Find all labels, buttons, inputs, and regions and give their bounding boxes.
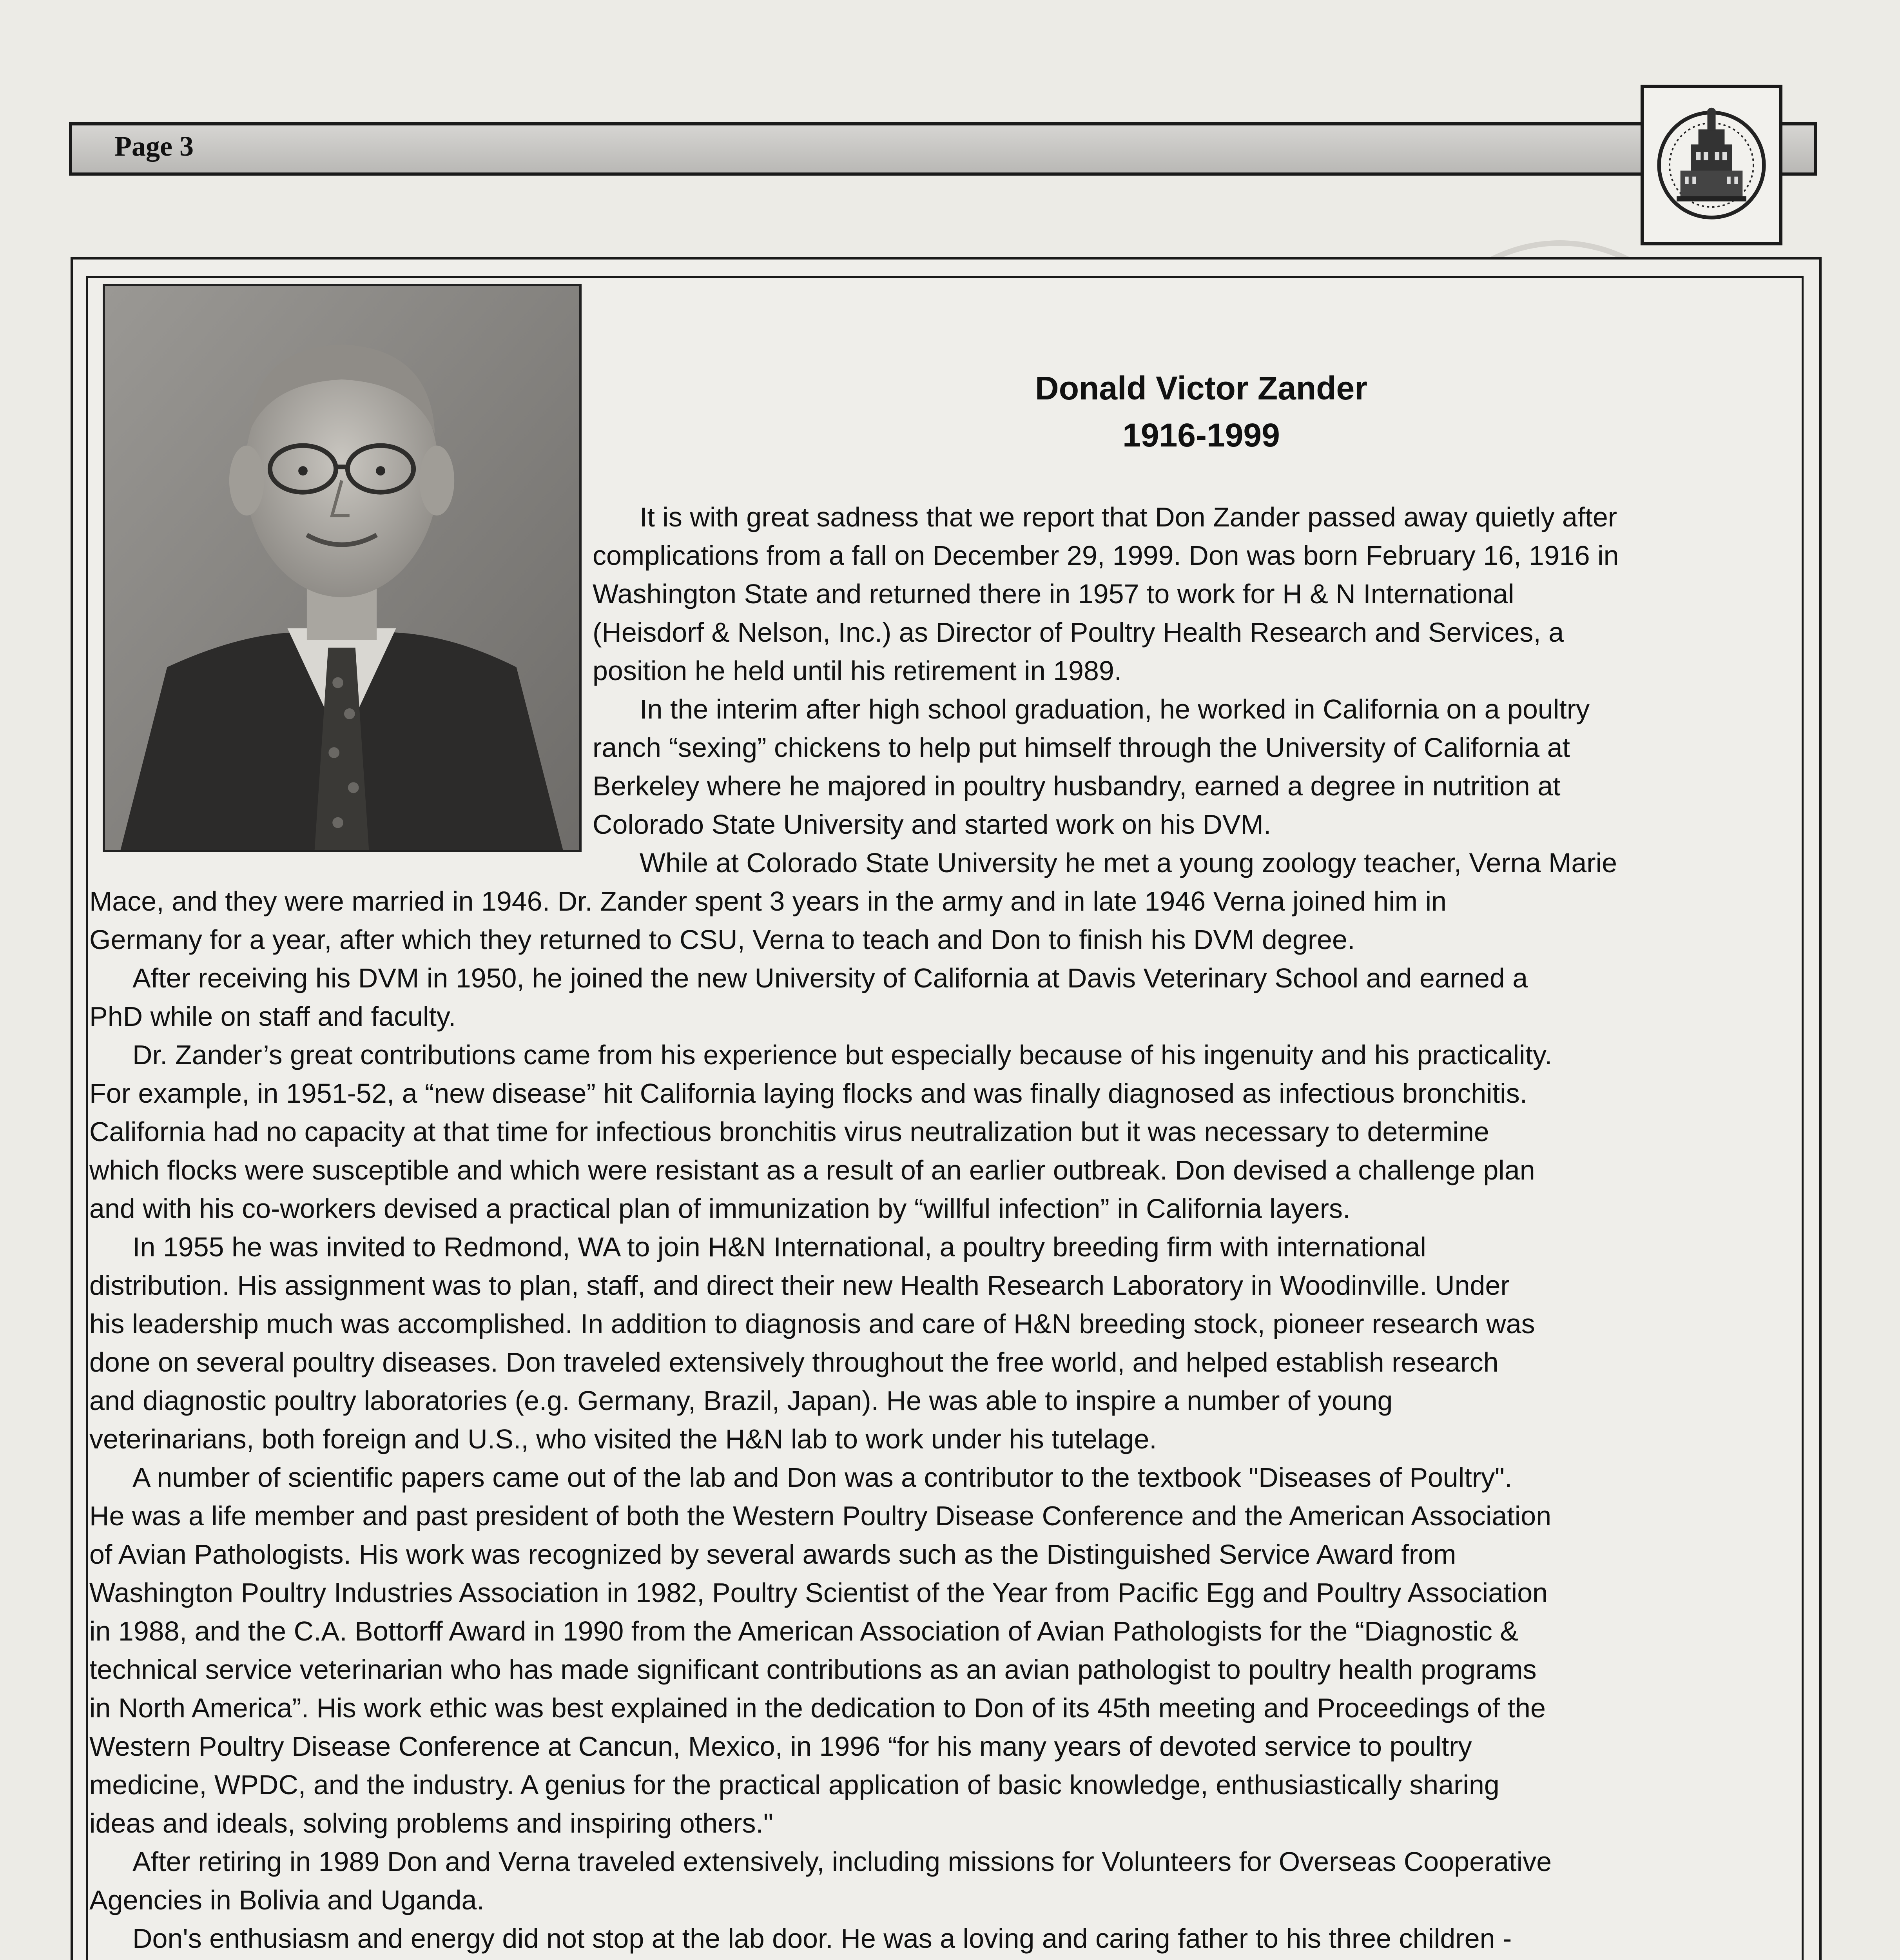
text-line: in 1988, and the C.A. Bottorff Award in 1990 from the American Association of Avian Pathologists for the “Diagnostic & xyxy=(89,1616,1519,1646)
text-line: and diagnostic poultry laboratories (e.g. Germany, Brazil, Japan). He was able to inspire a number of young xyxy=(89,1385,1393,1416)
text-line: his leadership much was accomplished. In addition to diagnosis and care of H&N breeding stock, pioneer research was xyxy=(89,1308,1535,1339)
text-line: Washington Poultry Industries Association in 1982, Poultry Scientist of the Year from Pacific Egg and Poultry Association xyxy=(89,1577,1548,1608)
paragraph-2 xyxy=(593,690,1808,844)
text-line: Washington State and returned there in 1957 to work for H & N International xyxy=(593,579,1514,609)
page-header-bar xyxy=(69,122,1817,176)
text-line xyxy=(89,1958,1814,1960)
text-line: Berkeley where he majored in poultry husbandry, earned a degree in nutrition at xyxy=(593,771,1561,801)
text-line: of Avian Pathologists. His work was recognized by several awards such as the Distinguished Service Award from xyxy=(89,1539,1456,1570)
text-line: ideas and ideals, solving problems and inspiring others." xyxy=(89,1808,773,1838)
text-line: which flocks were susceptible and which were resistant as a result of an earlier outbreak. Don devised a challenge plan xyxy=(89,1155,1535,1185)
article-title-years: 1916-1999 xyxy=(1122,417,1280,454)
text-line: It is with great sadness that we report that Don Zander passed away quietly after xyxy=(640,502,1617,532)
text-line: veterinarians, both foreign and U.S., who visited the H&N lab to work under his tutelage. xyxy=(89,1424,1157,1454)
text-line: Colorado State University and started work on his DVM. xyxy=(593,809,1271,840)
text-line: A number of scientific papers came out of the lab and Don was a contributor to the textbook "Diseases of Poultry". xyxy=(132,1462,1512,1493)
text-line: technical service veterinarian who has made significant contributions as an avian pathologist to poultry health programs xyxy=(89,1654,1537,1685)
text-line: He was a life member and past president of both the Western Poultry Disease Conference and the American Association xyxy=(89,1501,1552,1531)
text-line: Western Poultry Disease Conference at Cancun, Mexico, in 1996 “for his many years of devoted service to poultry xyxy=(89,1731,1472,1762)
text-line: While at Colorado State University he met a young zoology teacher, Verna Marie xyxy=(640,848,1617,878)
paragraph-9 xyxy=(89,1919,1814,1960)
text-line: PhD while on staff and faculty. xyxy=(89,1001,456,1032)
text-line: After receiving his DVM in 1950, he joined the new University of California at Davis Veterinary School and earned a xyxy=(132,963,1528,993)
paragraph-8 xyxy=(89,1842,1814,1919)
text-line: In the interim after high school graduation, he worked in California on a poultry xyxy=(640,694,1590,724)
text-line: distribution. His assignment was to plan, staff, and direct their new Health Research Laboratory in Woodinville. Under xyxy=(89,1270,1510,1301)
text-line: For example, in 1951-52, a “new disease” hit California laying flocks and was finally diagnosed as infectious bronchitis. xyxy=(89,1078,1528,1109)
article-title-name: Donald Victor Zander xyxy=(1035,370,1367,407)
text-line: After retiring in 1989 Don and Verna traveled extensively, including missions for Volunteers for Overseas Cooperative xyxy=(132,1846,1552,1877)
text-line: Agencies in Bolivia and Uganda. xyxy=(89,1885,484,1915)
text-line: In 1955 he was invited to Redmond, WA to join H&N International, a poultry breeding firm with international xyxy=(132,1232,1426,1262)
text-line: Germany for a year, after which they returned to CSU, Verna to teach and Don to finish his DVM degree. xyxy=(89,924,1355,955)
paragraph-5 xyxy=(89,1036,1814,1228)
paragraph-3 xyxy=(89,844,1814,959)
text-line: Mace, and they were married in 1946. Dr. Zander spent 3 years in the army and in late 1946 Verna joined him in xyxy=(89,886,1447,916)
text-line: (Heisdorf & Nelson, Inc.) as Director of Poultry Health Research and Services, a xyxy=(593,617,1564,648)
paragraph-6 xyxy=(89,1228,1814,1458)
text-line: position he held until his retirement in 1989. xyxy=(593,655,1122,686)
page-number-label: Page 3 xyxy=(114,131,194,162)
paragraph-1 xyxy=(593,498,1808,690)
paragraph-4 xyxy=(89,959,1814,1036)
portrait-photo xyxy=(103,284,582,852)
text-line: Don's enthusiasm and energy did not stop at the lab door. He was a loving and caring father to his three children - xyxy=(132,1923,1512,1954)
text-line: ranch “sexing” chickens to help put himself through the University of California at xyxy=(593,732,1570,763)
organization-logo xyxy=(1641,85,1782,245)
building-seal-icon xyxy=(1644,88,1779,242)
text-line: and with his co-workers devised a practical plan of immunization by “willful infection” in California layers. xyxy=(89,1193,1351,1224)
text-line: California had no capacity at that time for infectious bronchitis virus neutralization but it was necessary to determine xyxy=(89,1116,1489,1147)
text-line: in North America”. His work ethic was best explained in the dedication to Don of its 45th meeting and Proceedings of the xyxy=(89,1693,1546,1723)
text-line: complications from a fall on December 29, 1999. Don was born February 16, 1916 in xyxy=(593,540,1619,571)
text-line: Dr. Zander’s great contributions came from his experience but especially because of his ingenuity and his practicality. xyxy=(132,1040,1552,1070)
paragraph-7 xyxy=(89,1458,1814,1842)
article-title xyxy=(862,365,1540,459)
text-line: medicine, WPDC, and the industry. A genius for the practical application of basic knowledge, enthusiastically sharing xyxy=(89,1769,1499,1800)
text-line: done on several poultry diseases. Don traveled extensively throughout the free world, and helped establish research xyxy=(89,1347,1499,1377)
